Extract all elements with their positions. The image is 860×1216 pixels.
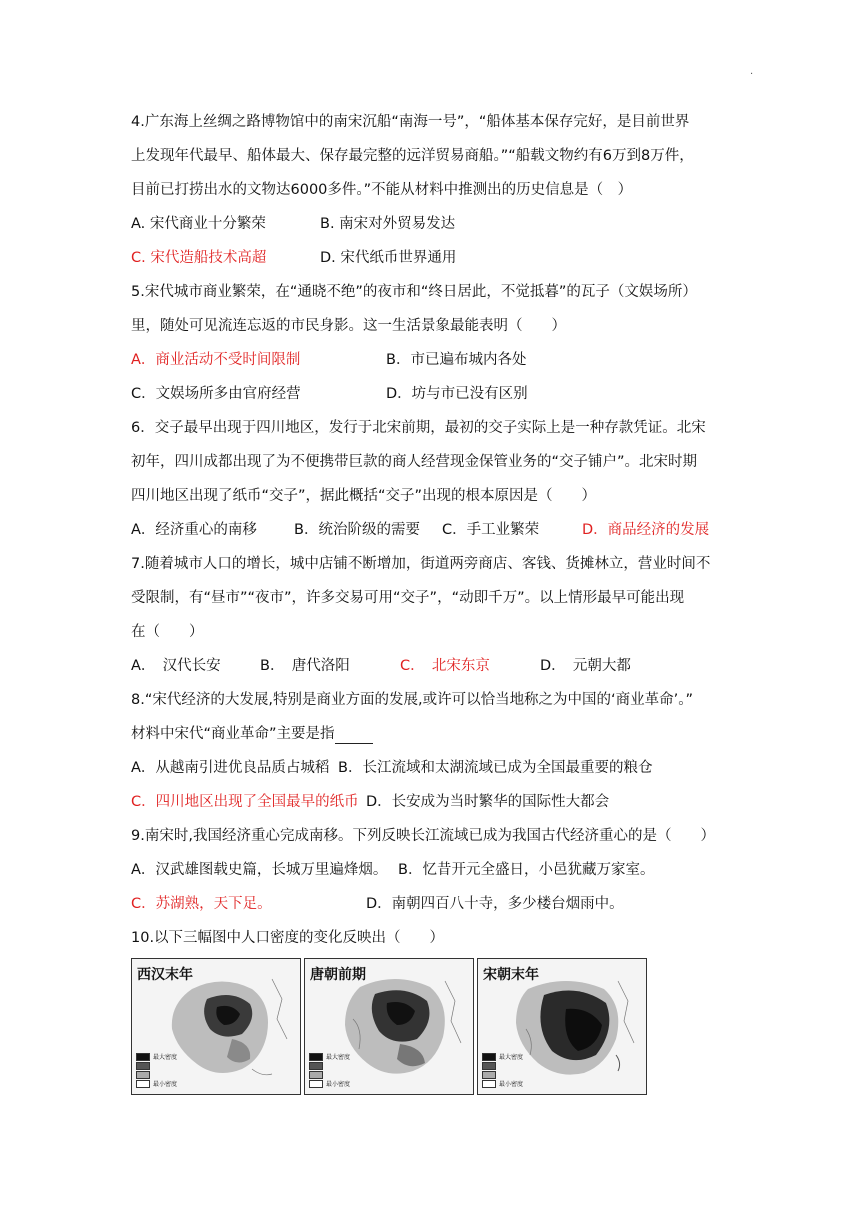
q8-option-d: D．长安成为当时繁华的国际性大都会: [366, 794, 610, 810]
header-mark: .: [750, 66, 754, 77]
q8-option-a: A．从越南引进优良品质占城稻: [131, 760, 330, 776]
map-early-tang: [304, 958, 474, 1095]
legend-max: 最大密度: [499, 1054, 524, 1061]
q5-option-b: B．市已遍布城内各处: [386, 352, 527, 368]
legend-max: 最大密度: [153, 1054, 178, 1061]
q8-line-2-text: 材料中宋代“商业革命”主要是指: [131, 726, 335, 742]
map-title: 唐朝前期: [310, 967, 366, 983]
legend-min: 最小密度: [499, 1081, 524, 1088]
q7-line-2: 受限制，有“昼市”“夜市”，许多交易可用“交子”，“动即千万”。以上情形最早可能出现: [131, 590, 685, 606]
legend-min: 最小密度: [153, 1081, 178, 1088]
answer-blank: [335, 729, 373, 744]
q4-option-d: D. 宋代纸币世界通用: [320, 250, 457, 266]
q9-line-1: 9.南宋时,我国经济重心完成南移。下列反映长江流域已成为我国古代经济重心的是（ ）: [131, 828, 715, 844]
q7-option-d: D． 元朝大都: [540, 658, 631, 674]
q5-line-2: 里，随处可见流连忘返的市民身影。这一生活景象最能表明（ ）: [131, 318, 566, 334]
q6-line-1: 6．交子最早出现于四川地区，发行于北宋前期，最初的交子实际上是一种存款凭证。北宋: [131, 420, 706, 436]
q6-line-3: 四川地区出现了纸币“交子”，据此概括“交子”出现的根本原因是（ ）: [131, 488, 597, 504]
legend-min: 最小密度: [326, 1081, 351, 1088]
map-legend: [482, 1052, 523, 1088]
q8-line-2: [131, 724, 373, 744]
q5-option-a-answer: A．商业活动不受时间限制: [131, 352, 301, 368]
q6-line-2: 初年，四川成都出现了为不便携带巨款的商人经营现金保管业务的“交子铺户”。北宋时期: [131, 454, 698, 470]
q4-line-1: 4.广东海上丝绸之路博物馆中的南宋沉船“南海一号”，“船体基本保存完好，是目前世界: [131, 114, 690, 130]
q4-option-c-answer: C. 宋代造船技术高超: [131, 250, 267, 266]
map-legend: [309, 1052, 350, 1088]
q7-option-a: A． 汉代长安: [131, 658, 221, 674]
map-legend: [136, 1052, 177, 1088]
q4-option-b: B. 南宋对外贸易发达: [320, 216, 456, 232]
q8-option-c-answer: C．四川地区出现了全国最早的纸币: [131, 794, 359, 810]
q6-option-c: C．手工业繁荣: [442, 522, 540, 538]
map-title: 西汉末年: [137, 967, 193, 983]
q9-option-a: A．汉武雄图载史篇，长城万里遍烽烟。: [131, 862, 388, 878]
q7-option-c-answer: C． 北宋东京: [400, 658, 490, 674]
q6-option-b: B．统治阶级的需要: [294, 522, 420, 538]
q5-option-d: D．坊与市已没有区别: [386, 386, 528, 402]
q6-option-a: A．经济重心的南移: [131, 522, 257, 538]
q8-line-1: 8.“宋代经济的大发展,特别是商业方面的发展,或许可以恰当地称之为中国的‘商业革命’。”: [131, 692, 694, 708]
q9-option-b: B．忆昔开元全盛日，小邑犹藏万家室。: [398, 862, 655, 878]
map-late-song: [477, 958, 647, 1095]
q5-option-c: C．文娱场所多由官府经营: [131, 386, 301, 402]
legend-max: 最大密度: [326, 1054, 351, 1061]
q5-line-1: 5.宋代城市商业繁荣，在“通晓不绝”的夜市和“终日居此，不觉抵暮”的瓦子（文娱场所）: [131, 284, 697, 300]
q7-line-3: 在（ ）: [131, 624, 204, 640]
map-western-han: [131, 958, 301, 1095]
q4-line-2: 上发现年代最早、船体最大、保存最完整的远洋贸易商船。”“船载文物约有6万到8万件，: [131, 148, 694, 164]
q4-line-3: 目前已打捞出水的文物达6000多件。”不能从材料中推测出的历史信息是（ ）: [131, 182, 633, 198]
q9-option-c-answer: C．苏湖熟，天下足。: [131, 896, 272, 912]
q8-option-b: B．长江流域和太湖流域已成为全国最重要的粮仓: [338, 760, 653, 776]
q4-option-a: A. 宋代商业十分繁荣: [131, 216, 266, 232]
q10-line-1: 10.以下三幅图中人口密度的变化反映出（ ）: [131, 930, 445, 946]
q7-line-1: 7.随着城市人口的增长，城中店铺不断增加，街道两旁商店、客钱、货摊林立，营业时间不: [131, 556, 711, 572]
q7-option-b: B． 唐代洛阳: [260, 658, 350, 674]
map-title: 宋朝末年: [483, 967, 539, 983]
q6-option-d-answer: D．商品经济的发展: [582, 522, 710, 538]
q9-option-d: D．南朝四百八十寺，多少楼台烟雨中。: [366, 896, 624, 912]
population-density-maps: [131, 958, 645, 1095]
